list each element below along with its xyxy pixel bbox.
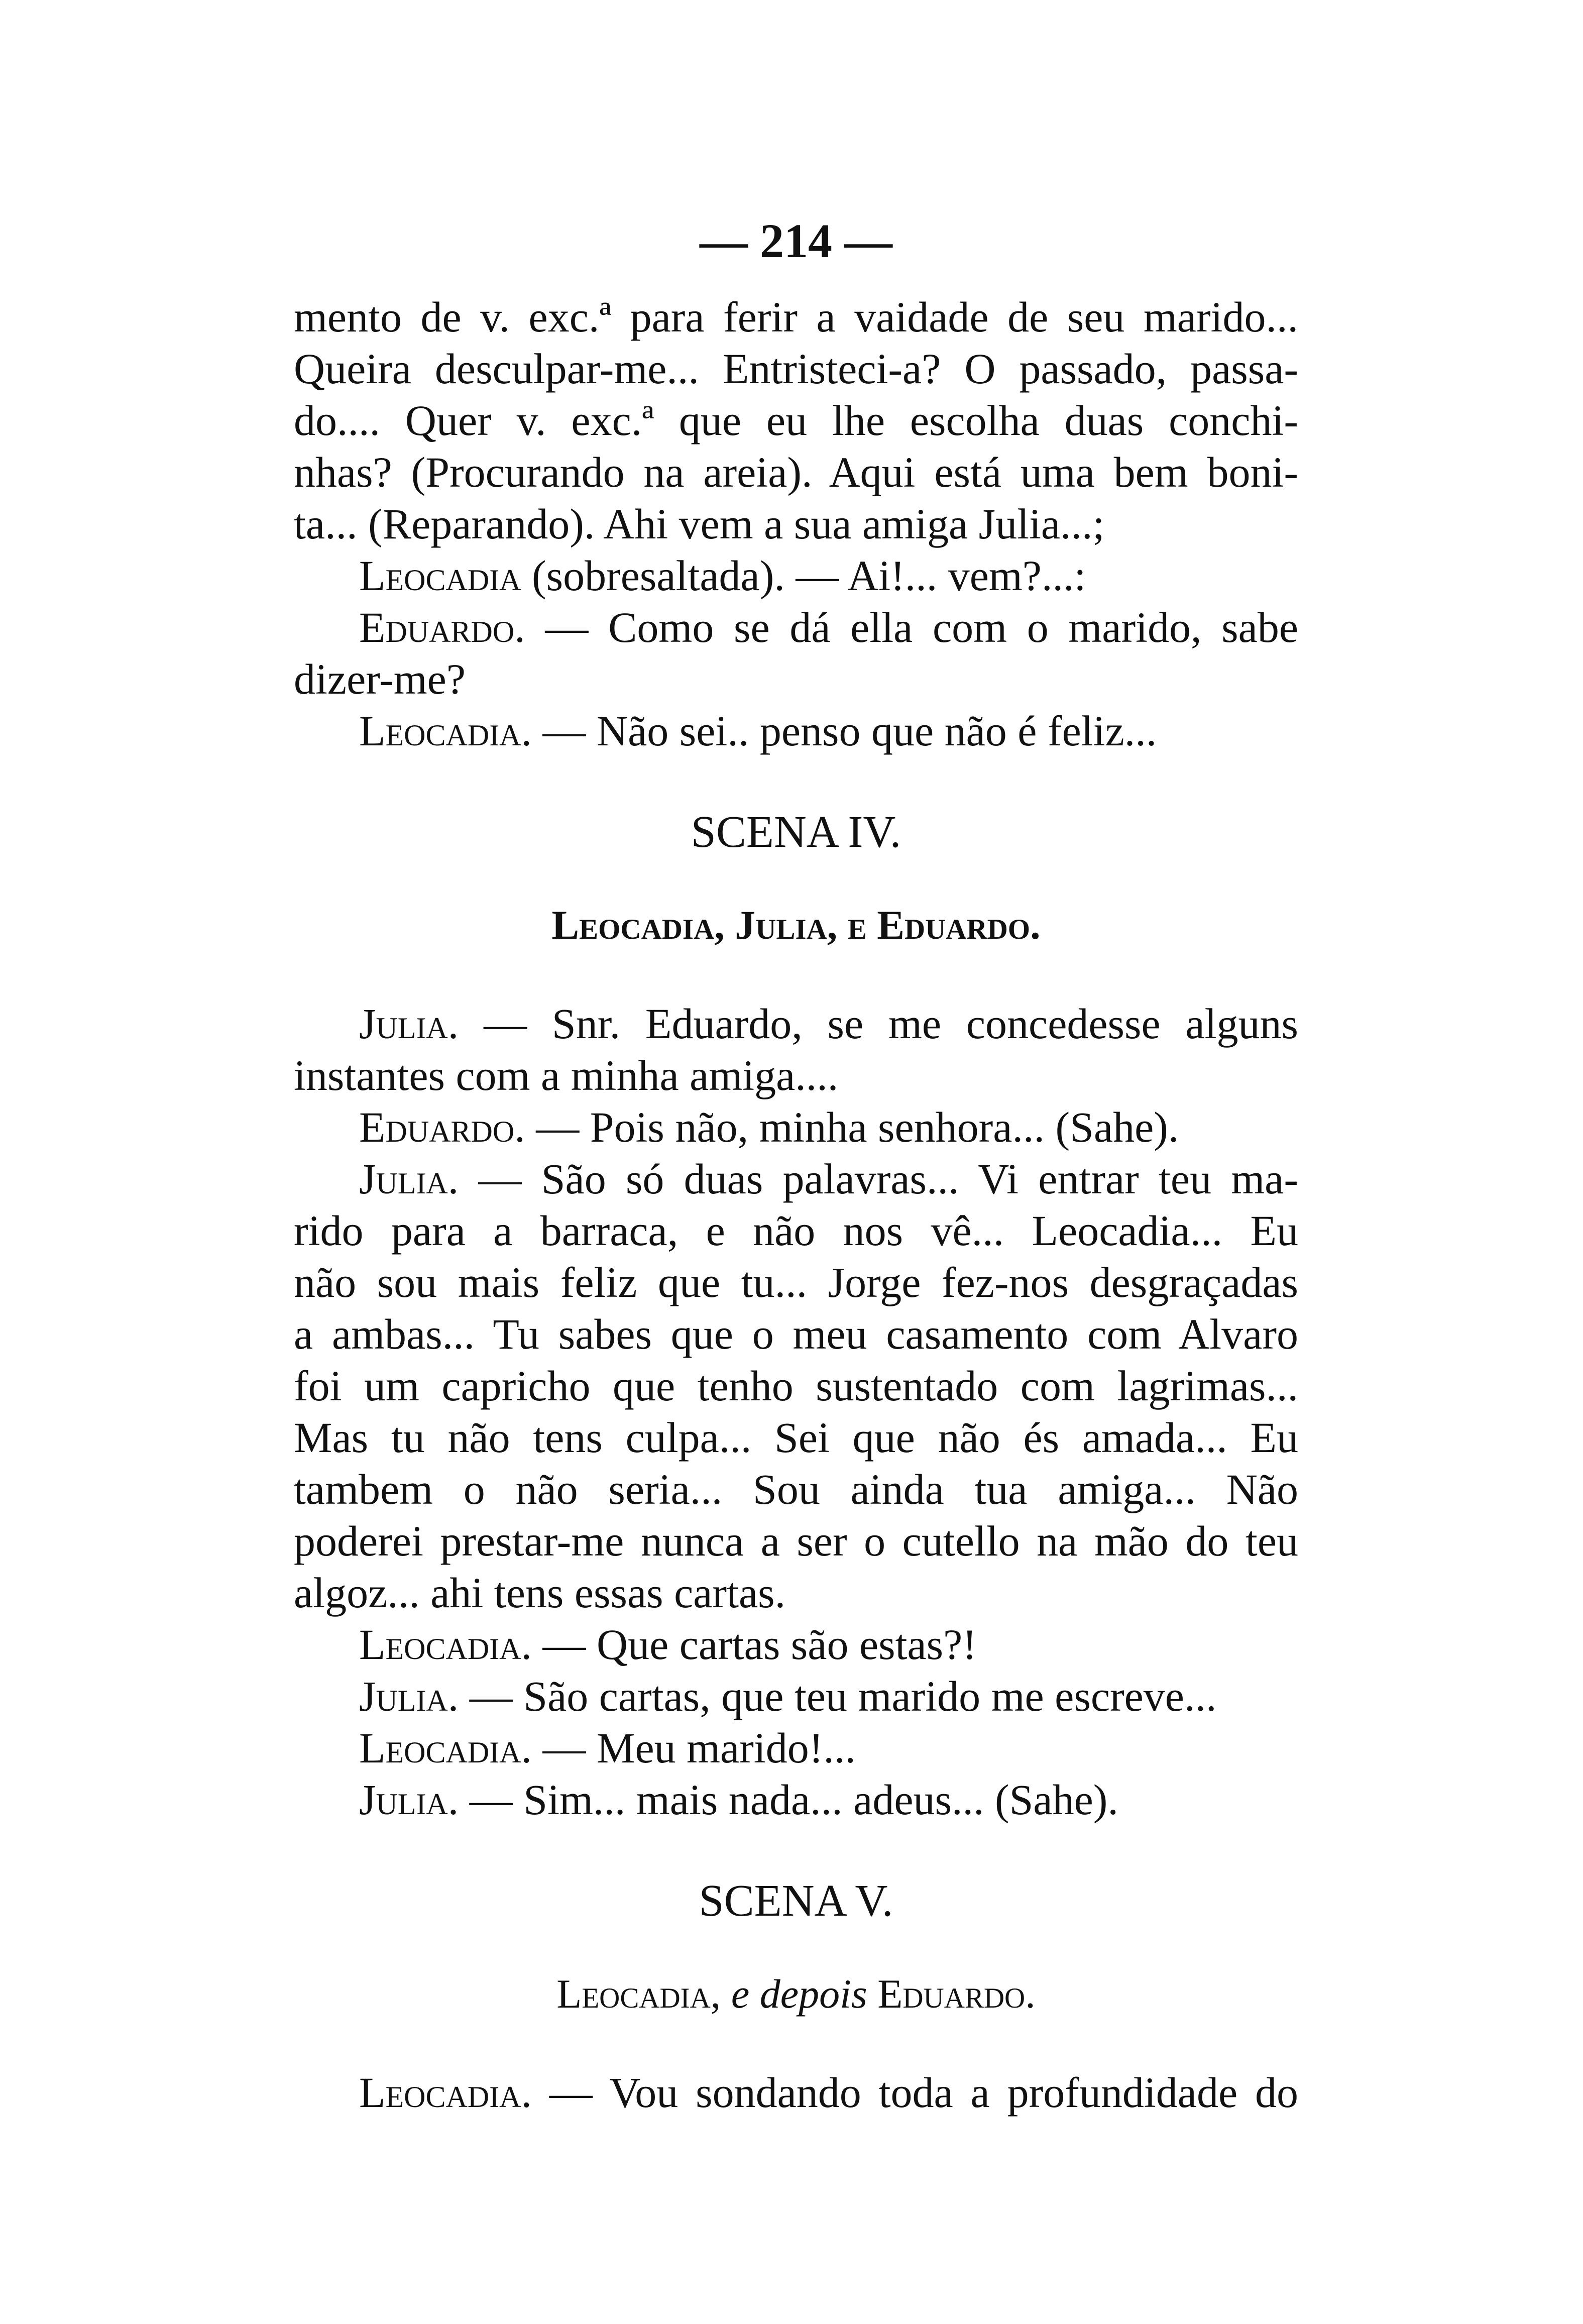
scene-cast: Leocadia, Julia, e Eduardo. bbox=[551, 902, 1041, 948]
dialogue-line bbox=[294, 1722, 1298, 1774]
dialogue-line bbox=[294, 1153, 1298, 1205]
text-line: nhas? (Procurando na areia). Aqui está uma bem boni- bbox=[294, 448, 1298, 496]
speech-text: — Não sei.. penso que não é feliz... bbox=[532, 707, 1157, 755]
speech-text: — Como se dá ella com o marido, sabe bbox=[525, 603, 1298, 651]
text-line: foi um capricho que tenho sustentado com lagrimas... bbox=[294, 1362, 1298, 1410]
paragraph-eduardo-continued bbox=[294, 291, 1298, 550]
speech-text: — Snr. Eduardo, se me concedesse alguns bbox=[459, 1000, 1298, 1048]
speech-text: — Vou sondando toda a profundidade do bbox=[532, 2068, 1298, 2117]
dialogue-line bbox=[294, 705, 1298, 757]
text-line: do.... Quer v. exc.ª que eu lhe escolha duas conchi- bbox=[294, 396, 1298, 445]
text-line: Mas tu não tens culpa... Sei que não és amada... Eu bbox=[294, 1413, 1298, 1462]
cast-note: e depois bbox=[731, 1971, 867, 2017]
text-line: Queira desculpar-me... Entristeci-a? O passado, passa- bbox=[294, 345, 1298, 393]
text-line: rido para a barraca, e não nos vê... Leocadia... Eu bbox=[294, 1206, 1298, 1255]
text-line: dizer-me? bbox=[294, 655, 466, 703]
dialogue-line bbox=[294, 550, 1298, 602]
speaker-name: Julia. bbox=[359, 1776, 459, 1824]
speaker-name: Leocadia. bbox=[359, 1620, 532, 1669]
text-line: mento de v. exc.ª para ferir a vaidade de seu marido... bbox=[294, 293, 1298, 341]
speaker-name: Julia. bbox=[359, 1155, 459, 1203]
speech-text: (sobresaltada). — Ai!... vem?...: bbox=[521, 551, 1086, 600]
speaker-name: Leocadia. bbox=[359, 1724, 532, 1772]
dialogue-line bbox=[294, 1101, 1298, 1153]
speaker-name: Leocadia bbox=[359, 551, 521, 600]
speech-text: — São só duas palavras... Vi entrar teu ma- bbox=[459, 1155, 1298, 1203]
page-number: — 214 — bbox=[700, 214, 892, 268]
text-line: a ambas... Tu sabes que o meu casamento com Alvaro bbox=[294, 1310, 1298, 1358]
dialogue-line bbox=[294, 602, 1298, 653]
speech-text: — Meu marido!... bbox=[532, 1724, 856, 1772]
speaker-name: Eduardo. bbox=[359, 1103, 525, 1151]
speaker-name: Leocadia. bbox=[359, 707, 532, 755]
dialogue-line bbox=[294, 2067, 1298, 2119]
speaker-name: Leocadia. bbox=[359, 2068, 532, 2117]
speech-text: — Sim... mais nada... adeus... (Sahe). bbox=[459, 1776, 1118, 1824]
scene-cast bbox=[294, 1966, 1298, 2022]
dialogue-line bbox=[294, 1619, 1298, 1671]
speech-text: — São cartas, que teu marido me escreve... bbox=[459, 1672, 1217, 1720]
text-line: algoz... ahi tens essas cartas. bbox=[294, 1569, 786, 1617]
text-line: não sou mais feliz que tu... Jorge fez-nos desgraçadas bbox=[294, 1258, 1298, 1306]
dialogue-line bbox=[294, 1774, 1298, 1826]
cast-name: Eduardo. bbox=[867, 1971, 1036, 2017]
speaker-name: Eduardo. bbox=[359, 603, 525, 651]
speech-text: — Pois não, minha senhora... (Sahe). bbox=[525, 1103, 1179, 1151]
text-line: instantes com a minha amiga.... bbox=[294, 1051, 839, 1099]
scene-heading: SCENA IV. bbox=[691, 807, 901, 857]
page bbox=[294, 211, 1298, 2119]
text-line: ta... (Reparando). Ahi vem a sua amiga Julia...; bbox=[294, 500, 1105, 548]
scene-heading: SCENA V. bbox=[699, 1876, 893, 1926]
speech-text: — Que cartas são estas?! bbox=[532, 1620, 977, 1669]
dialogue-line bbox=[294, 998, 1298, 1050]
text-line: poderei prestar-me nunca a ser o cutello na mão do teu bbox=[294, 1517, 1298, 1565]
cast-name: Leocadia, bbox=[556, 1971, 731, 2017]
text-line: tambem o não seria... Sou ainda tua amiga... Não bbox=[294, 1465, 1298, 1513]
speaker-name: Julia. bbox=[359, 1672, 459, 1720]
speaker-name: Julia. bbox=[359, 1000, 459, 1048]
dialogue-line bbox=[294, 1671, 1298, 1722]
